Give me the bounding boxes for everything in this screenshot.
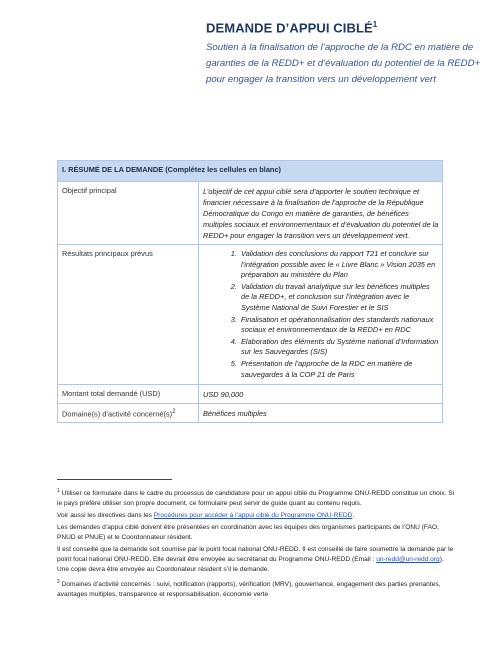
table-row [58, 404, 443, 423]
document-subtitle: Soutien à la finalisation de l’approche de la RDC en matière de garanties de la REDD+ et d’évaluation du potentiel de la REDD+ pour engager la transition vers un développement vert [206, 42, 481, 86]
section-header-row [58, 161, 443, 182]
table-row [58, 245, 443, 385]
results-value[interactable] [199, 245, 443, 385]
footnote-1-see-also: Voir aussi les directives dans les Procédures pour accéder à l’appui ciblé du Programme ONU-REDD. [57, 512, 355, 520]
section-title: I. RÉSUMÉ DE LA DEMANDE (Complétez les cellules en blanc) [58, 161, 443, 182]
footnote-1-submission: Il est conseillé que la demande soit soumise par le point focal national ONU-REDD. Il est conseillé de faire soumettre la demande par le point focal national ONU-REDD. Elle devrait être envoyée au secrétariat du Programme ONU-REDD (Email : un-redd@un-redd.org). Une copie devra être envoyée au Coordonateur résident s’il le demande. [57, 546, 454, 574]
footnote-1-coordination: Les demandes d’appui ciblé doivent être présentées en coordination avec les équipes des organismes participants de l’ONU (FAO, PNUD et PNUE) et le Coordonnateur résident. [57, 524, 439, 542]
amount-value[interactable]: USD 90,000 [199, 385, 443, 404]
procedures-link[interactable]: Procédures pour accéder à l’appui ciblé du Programme ONU-REDD [153, 512, 353, 520]
request-summary-table [57, 160, 443, 423]
list-item: 1. Validation des conclusions du rapport T21 et conclure sur l’intégration possible avec le « Livre Blanc » Vision 2035 en préparation au ministère du Plan [239, 249, 439, 281]
domains-value[interactable]: Bénéfices multiples [199, 404, 443, 423]
email-link[interactable]: un-redd@un-redd.org [376, 556, 440, 564]
document-title: DEMANDE D’APPUI CIBLÉ$^1$ [206, 20, 378, 36]
objective-value[interactable]: L’objectif de cet appui ciblé sera d’apporter le soutien technique et financier nécessaire à la finalisation de l’approche de la République Démocratique du Congo en matière de garanties, de bénéfices multiples sociaux et environnementaux et d’évaluation du potentiel de la REDD+ pour engager la transition vers un développement vert. [199, 182, 443, 245]
footnote-separator [57, 479, 172, 480]
objective-label: Objectif principal [58, 182, 199, 245]
list-item: 5. Présentation de l’approche de la RDC en matière de sauvegardes à la COP 21 de Paris [239, 359, 439, 380]
document-header [206, 20, 491, 88]
footnote-2: $^2$ Domaines d’activité concernés : suivi, notification (rapports), vérification (MRV), gouvernance, engagement des parties prenantes, avantages multiples, transparence et responsabilisation, économie verte [57, 579, 441, 599]
table-row [58, 385, 443, 404]
footnote-ref-2[interactable]: 2 [172, 408, 176, 416]
list-item: 2. Validation du travail analytique sur les bénéfices multiples de la REDD+, et conclusion sur l’intégration avec le Système National de Suivi Forestier et le SIS [239, 282, 439, 314]
footnotes [57, 479, 457, 602]
footnote-1: $^1$ Utiliser ce formulaire dans le cadre du processus de candidature pour un appui ciblé du Programme ONU-REDD constitue un choix. Si le pays préfère utiliser son propre document, ce formulaire peut servir de guide quant au contenu requis. [57, 488, 455, 508]
domains-label: Domaine(s) d’activité $concerné(s)^2$ [58, 404, 199, 423]
list-item: 4. Elaboration des éléments du Système national d’Information sur les Sauvegardes (SIS) [239, 337, 439, 358]
list-item: 3. Finalisation et opérationnalisation des standards nationaux sociaux et environnementaux de la REDD+ en RDC [239, 315, 439, 336]
footnote-ref-1[interactable]: 1 [372, 20, 378, 29]
table-row [58, 182, 443, 245]
results-list [203, 249, 439, 380]
amount-label: Montant total demandé (USD) [58, 385, 199, 404]
results-label: Résultats principaux prévus [58, 245, 199, 385]
